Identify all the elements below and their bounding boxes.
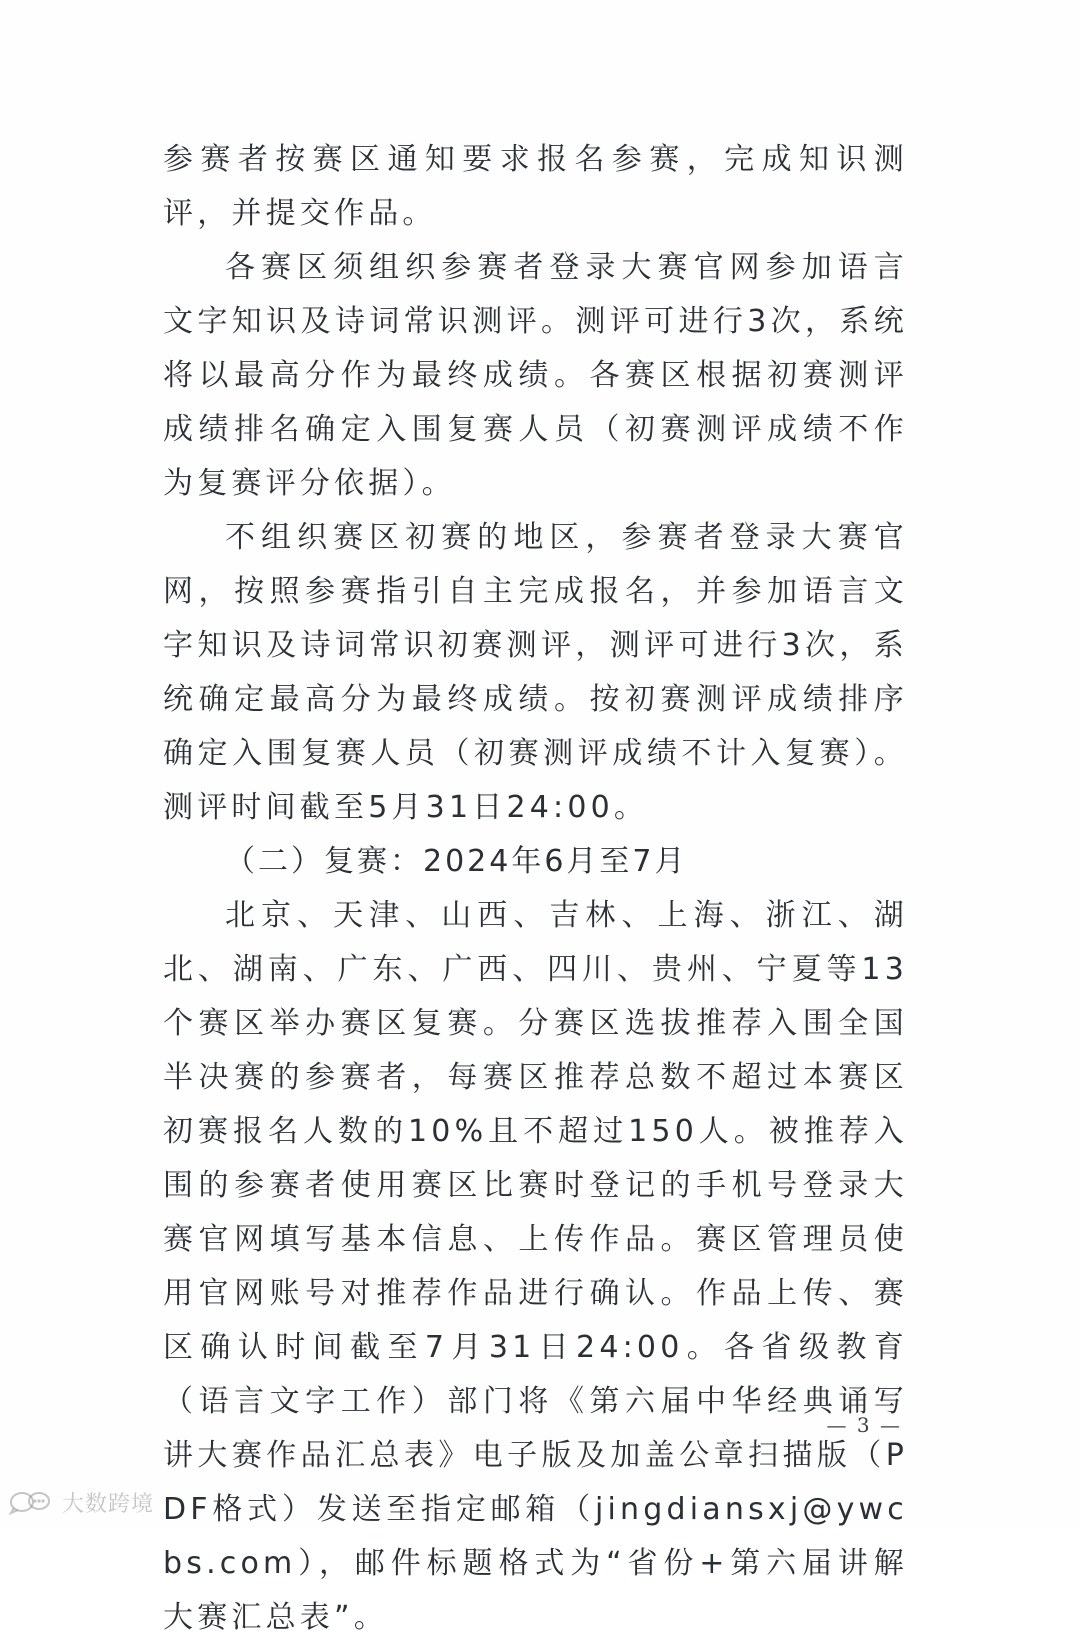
section-heading-semifinal: （二）复赛：2024年6月至7月 bbox=[225, 844, 688, 879]
paragraph-division-assessment: 各赛区须组织参赛者登录大赛官网参加语言文字知识及诗词常识测评。测评可进行3次，系统将以最高分作为最终成绩。各赛区根据初赛测评成绩排名确定入围复赛人员（初赛测评成绩不作为复赛评分依据）。 bbox=[163, 250, 908, 501]
page-number: — 3 — bbox=[826, 1413, 902, 1437]
paragraph-semifinal-details: 北京、天津、山西、吉林、上海、浙江、湖北、湖南、广东、广西、四川、贵州、宁夏等13个赛区举办赛区复赛。分赛区选拔推荐入围全国半决赛的参赛者，每赛区推荐总数不超过本赛区初赛报名人数的10%且不超过150人。被推荐入围的参赛者使用赛区比赛时登记的手机号登录大赛官网填写基本信息、上传作品。赛区管理员使用官网账号对推荐作品进行确认。作品上传、赛区确认时间截至7月31日24:00。各省级教育（语言文字工作）部门将《第六届中华经典诵写讲大赛作品汇总表》电子版及加盖公章扫描版（PDF格式）发送至指定邮箱（jingdiansxj@ywcbs.com），邮件标题格式为“省份+第六届讲解大赛汇总表”。 bbox=[163, 898, 908, 1635]
chat-bubble-logo-icon bbox=[8, 1489, 54, 1515]
paragraph-registration: 参赛者按赛区通知要求报名参赛，完成知识测评，并提交作品。 bbox=[163, 142, 908, 231]
paragraph-self-registration: 不组织赛区初赛的地区，参赛者登录大赛官网，按照参赛指引自主完成报名，并参加语言文字知识及诗词常识初赛测评，测评可进行3次，系统确定最高分为最终成绩。按初赛测评成绩排序确定入围复赛人员（初赛测评成绩不计入复赛）。测评时间截至5月31日24:00。 bbox=[163, 520, 908, 825]
watermark-text: 大数跨境 bbox=[62, 1491, 155, 1517]
watermark bbox=[8, 1487, 154, 1517]
document-body bbox=[163, 133, 908, 1645]
